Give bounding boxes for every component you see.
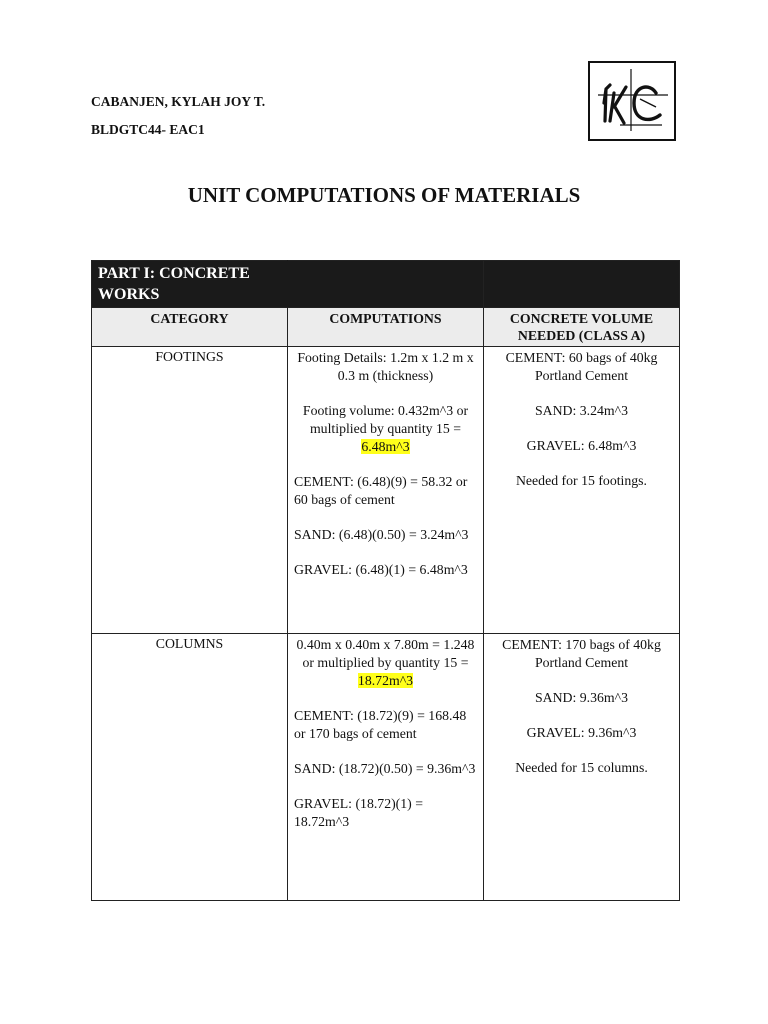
concrete-works-table: [91, 260, 680, 901]
part-header-cell: [288, 261, 484, 308]
column-header-computations: COMPUTATIONS: [288, 308, 484, 347]
volume-cell: [484, 634, 680, 901]
column-volume-total: 18.72m^3: [357, 673, 414, 688]
author-name: CABANJEN, KYLAH JOY T.: [91, 94, 266, 109]
footing-volume-total: 6.48m^3: [361, 439, 410, 454]
cement-needed: CEMENT: 60 bags of 40kg Portland Cement: [505, 350, 658, 383]
column-volume: [294, 636, 477, 690]
computations-cell: [288, 634, 484, 901]
sand-computation: SAND: (6.48)(0.50) = 3.24m^3: [294, 527, 469, 542]
column-header-category: CATEGORY: [92, 308, 288, 347]
gravel-needed: GRAVEL: 6.48m^3: [526, 438, 637, 453]
document-title: UNIT COMPUTATIONS OF MATERIALS: [187, 183, 581, 207]
part-header-cell: [484, 261, 680, 308]
part-label: PART I: CONCRETE WORKS: [98, 265, 250, 303]
sand-computation: SAND: (18.72)(0.50) = 9.36m^3: [294, 761, 476, 776]
gravel-computation: GRAVEL: (6.48)(1) = 6.48m^3: [294, 562, 468, 577]
column-header-volume: CONCRETE VOLUME NEEDED (CLASS A): [484, 308, 680, 347]
volume-cell: [484, 347, 680, 634]
table-row-footings: [92, 347, 680, 634]
school-logo: [588, 61, 676, 141]
quantity-note: Needed for 15 footings.: [515, 473, 648, 488]
tkc-logo-icon: [590, 63, 674, 139]
category-cell: FOOTINGS: [92, 347, 288, 634]
footing-volume: [294, 402, 477, 456]
course-code: BLDGTC44- EAC1: [91, 122, 205, 137]
cement-computation: CEMENT: (6.48)(9) = 58.32 or 60 bags of cement: [294, 474, 468, 507]
footing-details: Footing Details: 1.2m x 1.2 m x 0.3 m (thickness): [297, 350, 474, 383]
sand-needed: SAND: 3.24m^3: [534, 403, 629, 418]
cement-computation: CEMENT: (18.72)(9) = 168.48 or 170 bags of cement: [294, 708, 467, 741]
computations-cell: [288, 347, 484, 634]
gravel-needed: GRAVEL: 9.36m^3: [526, 725, 637, 740]
column-volume-text: 0.40m x 0.40m x 7.80m = 1.248 or multiplied by quantity 15 =: [296, 637, 475, 670]
part-header-row: [92, 261, 680, 308]
table-row-columns: [92, 634, 680, 901]
cement-needed: CEMENT: 170 bags of 40kg Portland Cement: [502, 637, 661, 670]
sand-needed: SAND: 9.36m^3: [534, 690, 629, 705]
quantity-note: Needed for 15 columns.: [515, 760, 648, 775]
gravel-computation: GRAVEL: (18.72)(1) = 18.72m^3: [294, 796, 424, 829]
column-header-row: [92, 308, 680, 347]
footing-volume-text: Footing volume: 0.432m^3 or multiplied by quantity 15 =: [302, 403, 469, 436]
category-cell: COLUMNS: [92, 634, 288, 901]
